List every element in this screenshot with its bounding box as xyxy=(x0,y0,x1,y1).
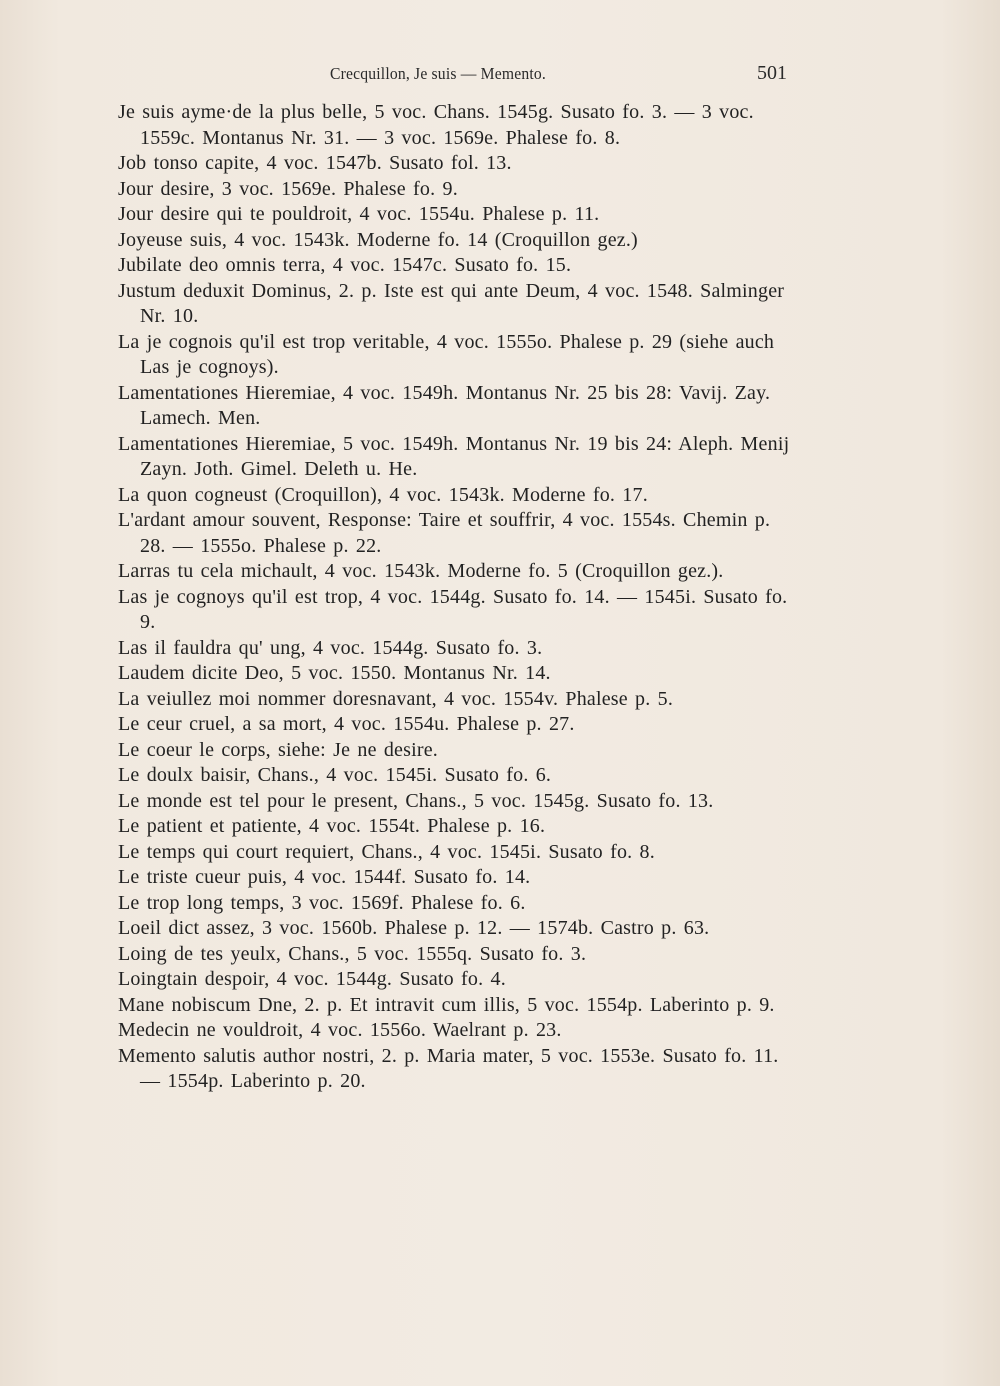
list-item: Jour desire, 3 voc. 1569e. Phalese fo. 9. xyxy=(118,177,458,200)
running-title: Crecquillon, Je suis — Memento. xyxy=(330,64,546,83)
list-item: Le patient et patiente, 4 voc. 1554t. Phalese p. 16. xyxy=(118,815,546,837)
list-item: Le monde est tel pour le present, Chans., 5 voc. 1545g. Susato fo. 13. xyxy=(118,789,714,812)
list-item: Jour desire qui te pouldroit, 4 voc. 1554u. Phalese p. 11. xyxy=(118,203,600,225)
list-item: Loing de tes yeulx, Chans., 5 voc. 1555q. Susato fo. 3. xyxy=(118,942,587,965)
list-item: Laudem dicite Deo, 5 voc. 1550. Montanus Nr. 14. xyxy=(118,662,551,684)
list-item: Medecin ne vouldroit, 4 voc. 1556o. Waelrant p. 23. xyxy=(118,1019,562,1041)
list-item: Larras tu cela michault, 4 voc. 1543k. Moderne fo. 5 (Croquillon gez.). xyxy=(118,560,724,582)
list-item: Las il fauldra qu' ung, 4 voc. 1544g. Susato fo. 3. xyxy=(118,636,543,659)
list-item: Las je cognoys qu'il est trop, 4 voc. 1544g. Susato fo. 14. — 1545i. Susato fo. 9. xyxy=(118,585,795,633)
list-item: Justum deduxit Dominus, 2. p. Iste est qui ante Deum, 4 voc. 1548. Salminger Nr. 10. xyxy=(118,279,792,327)
list-item: Memento salutis author nostri, 2. p. Maria mater, 5 voc. 1553e. Susato fo. 11. — 1554p. Laberinto p. 20. xyxy=(118,1044,786,1092)
list-item: Le trop long temps, 3 voc. 1569f. Phalese fo. 6. xyxy=(118,891,526,914)
list-item: L'ardant amour souvent, Response: Taire et souffrir, 4 voc. 1554s. Chemin p. 28. — 1555o. Phalese p. 22. xyxy=(118,509,778,557)
list-item: La quon cogneust (Croquillon), 4 voc. 1543k. Moderne fo. 17. xyxy=(118,483,648,506)
list-item: Job tonso capite, 4 voc. 1547b. Susato fol. 13. xyxy=(118,152,512,174)
list-item: Jubilate deo omnis terra, 4 voc. 1547c. Susato fo. 15. xyxy=(118,254,572,276)
list-item: Je suis ayme·de la plus belle, 5 voc. Chans. 1545g. Susato fo. 3. — 3 voc. 1559c. Montanus Nr. 31. — 3 voc. 1569e. Phalese fo. 8. xyxy=(118,101,762,149)
list-item: Le temps qui court requiert, Chans., 4 voc. 1545i. Susato fo. 8. xyxy=(118,840,655,863)
list-item: Le triste cueur puis, 4 voc. 1544f. Susato fo. 14. xyxy=(118,866,531,888)
list-item: Le ceur cruel, a sa mort, 4 voc. 1554u. Phalese p. 27. xyxy=(118,713,575,735)
list-item: Loingtain despoir, 4 voc. 1544g. Susato fo. 4. xyxy=(118,968,506,990)
list-item: Le doulx baisir, Chans., 4 voc. 1545i. Susato fo. 6. xyxy=(118,764,552,786)
list-item: Lamentationes Hieremiae, 4 voc. 1549h. Montanus Nr. 25 bis 28: Vavij. Zay. Lamech. Men. xyxy=(118,381,778,429)
list-item: Le coeur le corps, siehe: Je ne desire. xyxy=(118,738,439,761)
list-item: Lamentationes Hieremiae, 5 voc. 1549h. Montanus Nr. 19 bis 24: Aleph. Menij Zayn. Joth. Gimel. Deleth u. He. xyxy=(118,432,797,480)
page-number: 501 xyxy=(757,62,787,84)
list-item: Loeil dict assez, 3 voc. 1560b. Phalese p. 12. — 1574b. Castro p. 63. xyxy=(118,917,710,939)
list-item: La veiullez moi nommer doresnavant, 4 voc. 1554v. Phalese p. 5. xyxy=(118,687,674,710)
entry-list xyxy=(118,100,797,1095)
list-item: Mane nobiscum Dne, 2. p. Et intravit cum illis, 5 voc. 1554p. Laberinto p. 9. xyxy=(118,993,775,1016)
list-item: Joyeuse suis, 4 voc. 1543k. Moderne fo. 14 (Croquillon gez.) xyxy=(118,228,638,251)
list-item: La je cognois qu'il est trop veritable, 4 voc. 1555o. Phalese p. 29 (siehe auch Las je cognoys). xyxy=(118,330,782,378)
